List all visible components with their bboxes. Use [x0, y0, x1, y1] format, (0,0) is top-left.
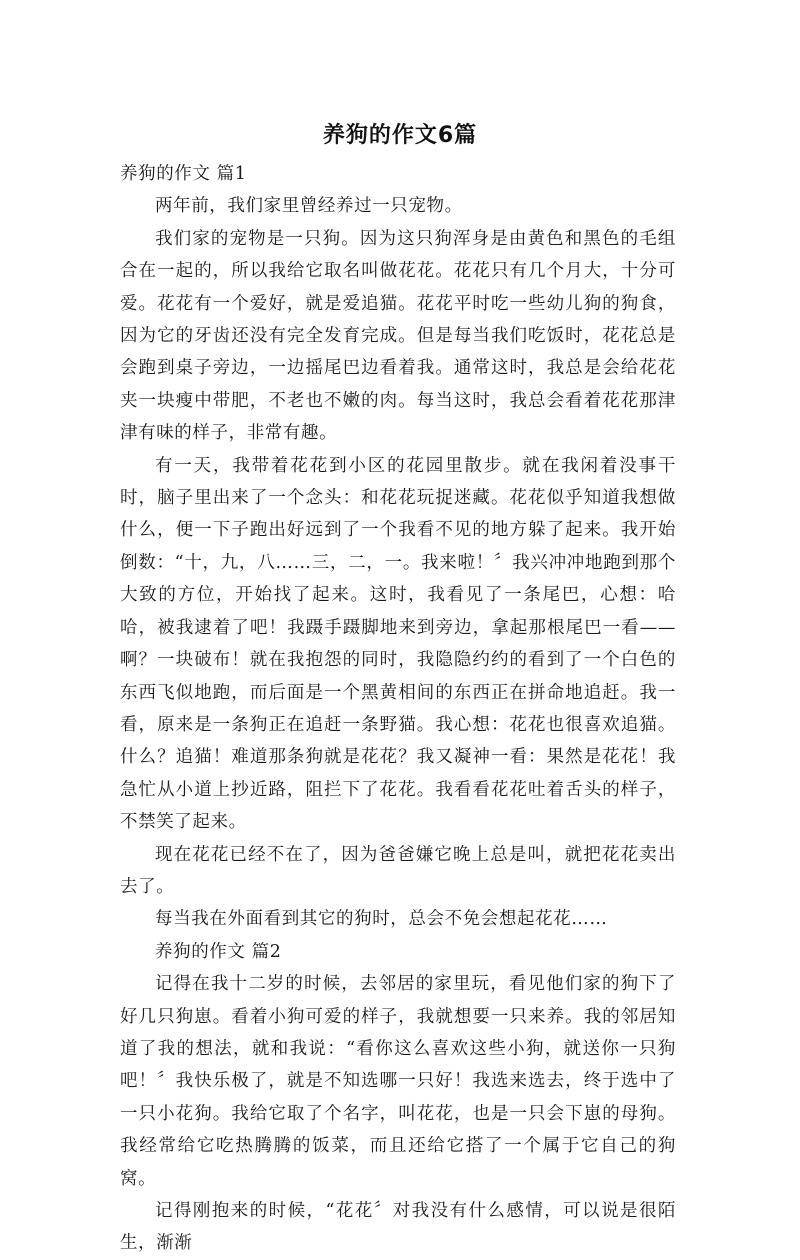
paragraph: 有一天，我带着花花到小区的花园里散步。就在我闲着没事干时，脑子里出来了一个念头：和花花玩捉迷藏。花花似乎知道我想做什么，便一下子跑出好远到了一个我看不见的地方躲了起来。我开始倒数：“十，九，八……三，二，一。我来啦！〞我兴冲冲地跑到那个大致的方位，开始找了起来。这时，我看见了一条尾巴，心想：哈哈，被我逮着了吧！我蹑手蹑脚地来到旁边，拿起那根尾巴一看——啊？一块破布！就在我抱怨的同时，我隐隐约约的看到了一个白色的东西飞似地跑，而后面是一个黑黄相间的东西正在拼命地追赶。我一看，原来是一条狗正在追赶一条野猫。我心想：花花也很喜欢追猫。什么？追猫！难道那条狗就是花花？我又凝神一看：果然是花花！我急忙从小道上抄近路，阻拦下了花花。我看看花花吐着舌头的样子，不禁笑了起来。: [120, 455, 676, 833]
paragraph: 记得刚抱来的时候，“花花〞对我没有什么感情，可以说是很陌生，渐渐: [120, 1201, 676, 1254]
section-heading: 养狗的作文 篇2: [155, 941, 282, 962]
paragraph: 现在花花已经不在了，因为爸爸嫌它晚上总是叫，就把花花卖出去了。: [120, 844, 676, 897]
paragraph: 每当我在外面看到其它的狗时，总会不免会想起花花……: [155, 909, 608, 930]
document-title: 养狗的作文6篇: [322, 123, 478, 148]
paragraph: 记得在我十二岁的时候，去邻居的家里玩，看见他们家的狗下了好几只狗崽。看着小狗可爱的样子，我就想要一只来养。我的邻居知道了我的想法，就和我说：“看你这么喜欢这些小狗，就送你一只狗吧！〞我快乐极了，就是不知选哪一只好！我选来选去，终于选中了一只小花狗。我给它取了个名字，叫花花，也是一只会下崽的母狗。我经常给它吃热腾腾的饭菜，而且还给它搭了一个属于它自己的狗窝。: [120, 974, 676, 1189]
paragraph: 我们家的宠物是一只狗。因为这只狗浑身是由黄色和黑色的毛组合在一起的，所以我给它取名叫做花花。花花只有几个月大，十分可爱。花花有一个爱好，就是爱追猫。花花平时吃一些幼儿狗的狗食，因为它的牙齿还没有完全发育完成。但是每当我们吃饭时，花花总是会跑到桌子旁边，一边摇尾巴边看着我。通常这时，我总是会给花花夹一块瘦中带肥，不老也不嫩的肉。每当这时，我总会看着花花那津津有味的样子，非常有趣。: [120, 228, 676, 444]
document-body: [120, 158, 676, 1260]
section-heading: 养狗的作文 篇1: [120, 164, 247, 184]
paragraph: 两年前，我们家里曾经养过一只宠物。: [155, 196, 463, 217]
